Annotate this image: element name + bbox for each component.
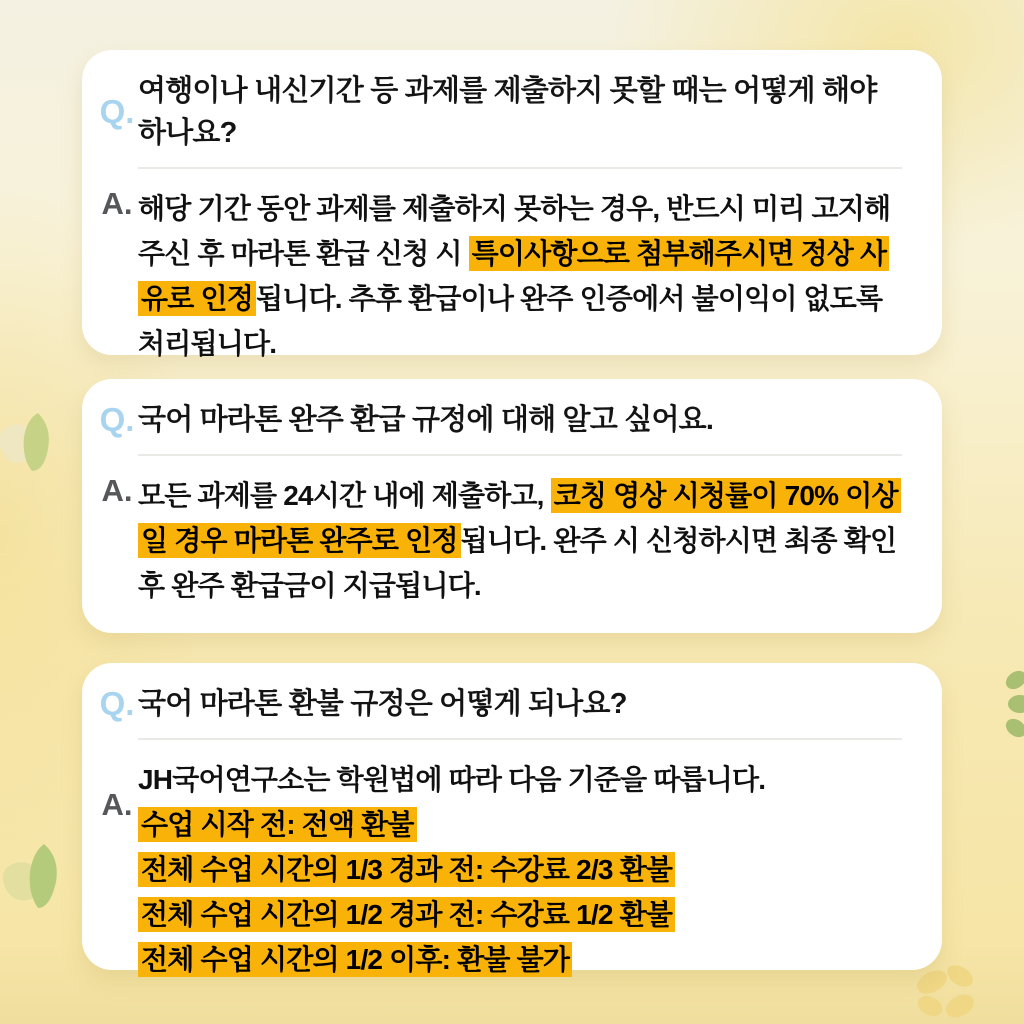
faq-card-refund-policy <box>82 663 942 975</box>
faq-card-assignment-absence <box>82 50 942 359</box>
faq-card-completion-refund <box>82 379 942 633</box>
leaf-pair-icon <box>0 838 70 922</box>
q-label: Q. <box>99 685 135 722</box>
a-label: A. <box>101 787 133 822</box>
highlighted-text: 전체 수업 시간의 1/2 경과 전: 수강료 1/2 환불 <box>138 897 675 932</box>
q-label: Q. <box>99 401 135 438</box>
question-row <box>82 663 942 725</box>
highlighted-text: 수업 시작 전: 전액 환불 <box>138 807 417 842</box>
question-row <box>82 379 942 441</box>
answer-row <box>82 456 942 608</box>
answer-text <box>138 186 908 366</box>
answer-row <box>82 169 942 366</box>
question-row <box>82 50 942 154</box>
highlighted-text: 전체 수업 시간의 1/2 이후: 환불 불가 <box>138 942 572 977</box>
q-label: Q. <box>99 93 135 130</box>
answer-text <box>138 473 908 608</box>
highlighted-text: 전체 수업 시간의 1/3 경과 전: 수강료 2/3 환불 <box>138 852 675 887</box>
leaf-pair-icon <box>0 405 62 485</box>
a-label: A. <box>101 473 133 508</box>
question-text: 국어 마라톤 완주 환급 규정에 대해 알고 싶어요. <box>138 404 714 436</box>
plain-text: 해당 기간 동안 과제를 제출하지 못하는 경우, 반드시 미리 고지해주신 후 마라톤 환급 신청 시 <box>138 193 891 269</box>
plain-text: 됩니다. 추후 환급이나 완주 인증에서 불이익이 없도록 처리됩니다. <box>138 283 883 359</box>
plain-text: 됩니다. 완주 시 신청하시면 최종 확인 후 완주 환급금이 지급됩니다. <box>138 525 897 601</box>
plain-text: JH국어연구소는 학원법에 따라 다음 기준을 따릅니다. <box>138 764 766 795</box>
answer-row <box>82 740 942 982</box>
clover-icon <box>1002 668 1024 742</box>
question-text: 여행이나 내신기간 등 과제를 제출하지 못할 때는 어떻게 해야하나요? <box>138 75 877 149</box>
question-text: 국어 마라톤 환불 규정은 어떻게 되나요? <box>138 688 627 720</box>
a-label: A. <box>101 186 133 221</box>
highlighted-text: 코칭 영상 시청률이 70% 이상일 경우 마라톤 완주로 인정 <box>138 478 901 558</box>
highlighted-text: 특이사항으로 첨부해주시면 정상 사유로 인정 <box>138 236 889 316</box>
answer-text <box>138 757 908 982</box>
plain-text: 모든 과제를 24시간 내에 제출하고, <box>138 480 551 511</box>
